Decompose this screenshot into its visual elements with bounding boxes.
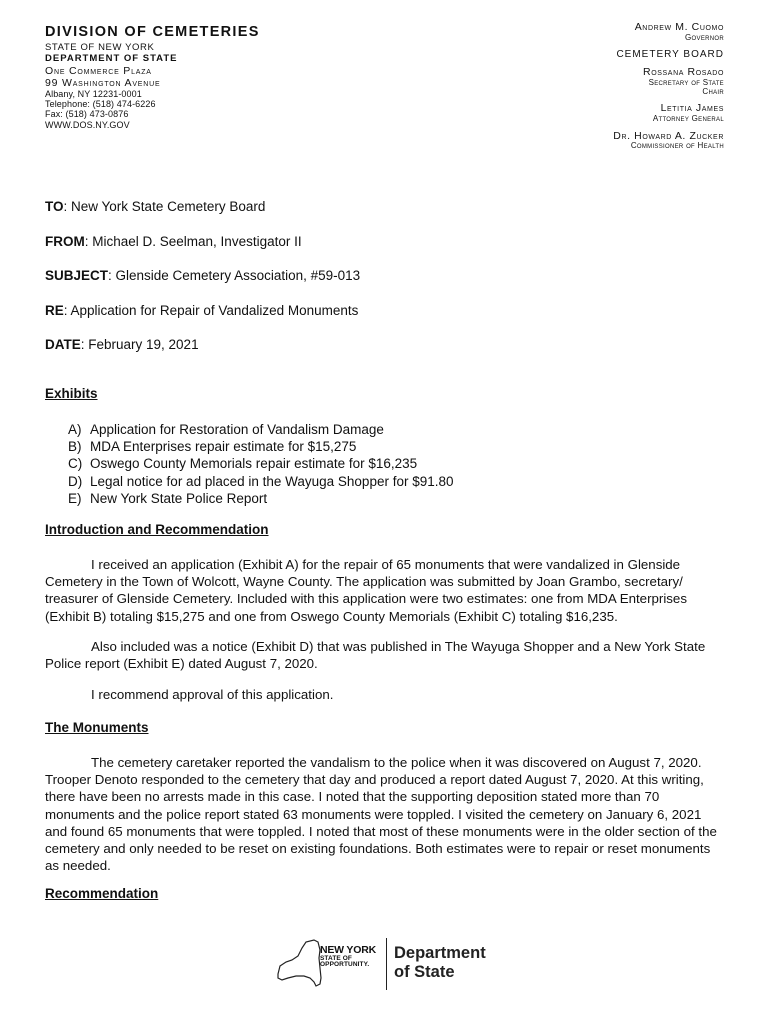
- dept-line-1: Department: [394, 944, 486, 962]
- letterhead-right: [613, 22, 724, 158]
- department-name: DEPARTMENT OF STATE: [45, 52, 178, 64]
- intro-heading: Introduction and Recommendation: [45, 522, 269, 537]
- member1-chair: Chair: [702, 86, 724, 96]
- memo-to: TO: New York State Cemetery Board: [45, 199, 266, 214]
- ny-small-text-2: OPPORTUNITY.: [320, 961, 370, 968]
- dept-line-2: of State: [394, 963, 455, 981]
- member3-name: Dr. Howard A. Zucker: [613, 129, 724, 142]
- footer-divider: [386, 938, 387, 990]
- department-of-state-logo: [394, 944, 486, 982]
- exhibit-item: D) Legal notice for ad placed in the Wayuga Shopper for $91.80: [68, 473, 454, 489]
- governor-name: Andrew M. Cuomo: [634, 21, 724, 33]
- intro-paragraph-1: I received an application (Exhibit A) for the repair of 65 monuments that were vandalized in Glenside Cemetery in the Town of Wolcott, Wayne County. The application was submitted by Joan Grambo, secretary/ treasurer of Glenside Cemetery. Included with this application were two estimates: one from MDA Enterprises (Exhibit B) totaling $15,275 and one from Oswego County Memorials (Exhibit C) totaling $16,235.: [45, 557, 687, 624]
- exhibit-item: B) MDA Enterprises repair estimate for $15,275: [68, 439, 357, 455]
- exhibit-item: C) Oswego County Memorials repair estimate for $16,235: [68, 456, 418, 472]
- member2-name: Letitia James: [660, 102, 724, 115]
- member2-title: Attorney General: [652, 114, 724, 124]
- intro-paragraph-3: I recommend approval of this application.: [91, 687, 334, 702]
- address-line-2: 99 Washington Avenue: [45, 76, 161, 89]
- exhibits-list: [68, 421, 454, 507]
- exhibits-heading: Exhibits: [45, 386, 98, 401]
- recommendation-heading: Recommendation: [45, 886, 159, 901]
- monuments-heading: The Monuments: [45, 720, 149, 735]
- telephone: Telephone: (518) 474-6226: [45, 98, 156, 109]
- memo-subject: SUBJECT: Glenside Cemetery Association, #59-013: [45, 268, 361, 283]
- address-line-1: One Commerce Plaza: [45, 64, 152, 77]
- member3-title: Commissioner of Health: [630, 141, 724, 151]
- website: WWW.DOS.NY.GOV: [45, 119, 130, 130]
- org-title: DIVISION OF CEMETERIES: [45, 24, 260, 40]
- ny-big-text: NEW YORK: [320, 944, 376, 956]
- member1-title: Secretary of State: [648, 77, 724, 87]
- ny-wordmark: [320, 945, 376, 969]
- exhibit-item: E) New York State Police Report: [68, 490, 268, 506]
- memo-date: DATE: February 19, 2021: [45, 337, 199, 352]
- memo-from: FROM: Michael D. Seelman, Investigator II: [45, 233, 302, 249]
- member1-name: Rossana Rosado: [643, 66, 724, 79]
- monuments-paragraph: The cemetery caretaker reported the vandalism to the police when it was discovered on August 7, 2020. Trooper Denoto responded to the cemetery that day and produced a report dated August 7, 2020. At this writing, there have been no arrests made in this case. I noted that the supporting deposition stated more than 70 monuments and the police report stated 63 monuments were toppled. I visited the cemetery on January 6, 2021 and found 65 monuments that were toppled. I noted that most of these monuments were in the older section of the cemetery and only needed to be reset on existing foundations. Both estimates were to repair or reset monuments as needed.: [45, 755, 717, 874]
- exhibit-item: A) Application for Restoration of Vandalism Damage: [68, 422, 384, 437]
- address-city: Albany, NY 12231-0001: [45, 88, 142, 99]
- intro-paragraph-2: Also included was a notice (Exhibit D) that was published in The Wayuga Shopper and a New York State Police report (Exhibit E) dated August 7, 2020.: [45, 639, 706, 672]
- memo-re: RE: Application for Repair of Vandalized Monuments: [45, 302, 359, 318]
- governor-title: Governor: [685, 32, 724, 42]
- memo-header: [45, 199, 360, 372]
- state-name: STATE OF NEW YORK: [45, 41, 155, 53]
- ny-state-map-icon: [274, 936, 324, 992]
- ny-small-text-1: STATE OF: [320, 954, 352, 962]
- board-name: CEMETERY BOARD: [616, 49, 724, 61]
- fax: Fax: (518) 473-0876: [45, 109, 129, 120]
- letterhead-left: [45, 24, 260, 130]
- footer-logo: [274, 936, 504, 992]
